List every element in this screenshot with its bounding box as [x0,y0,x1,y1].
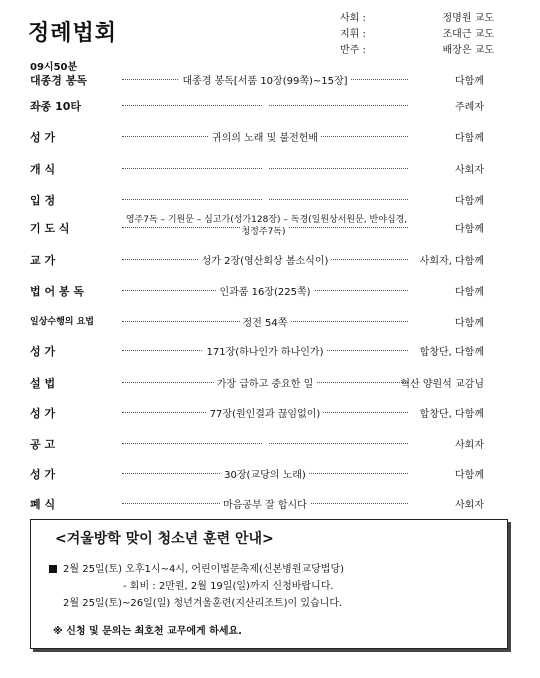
order-item-content-text: 정전 54쪽 [240,318,291,329]
order-item-label: 법 어 봉 독 [30,285,84,298]
order-item-content [122,436,408,447]
service-order-row [26,494,488,514]
order-item-content [122,214,408,238]
order-item-content [122,192,408,203]
order-item-label: 교 가 [30,254,56,267]
order-item-responsible: 사회자 [455,500,484,511]
service-order-row [26,341,488,361]
order-item-responsible: 다함께 [455,196,484,207]
service-order-row [26,127,488,147]
order-item-content [122,252,408,267]
service-order-row [26,403,488,423]
staff-role: 사회 : [340,12,366,24]
staff-name: 배장은 교도 [442,44,494,56]
order-item-content [122,466,408,481]
service-order-row [26,64,488,87]
order-item-responsible: 사회자 [455,165,484,176]
staff-list [340,8,500,56]
square-bullet-icon [49,565,57,573]
order-item-responsible: 주례자 [455,102,484,113]
order-item-content-text: 77장(원인결과 끊임없이) [207,409,324,420]
order-item-label: 성 가 [30,345,56,358]
order-item-content [122,343,408,358]
order-item-responsible: 합창단, 다함께 [419,409,484,420]
order-item-content-text: 대종경 봉독[서품 10장(99쪽)~15장] [179,76,350,87]
staff-row [340,24,500,40]
staff-role: 반주 : [340,44,366,56]
order-item-content-text: 성가 2장(영산회상 봄소식이) [199,256,332,267]
service-order-row [26,96,488,116]
order-item-content [122,161,408,172]
staff-name: 정명원 교도 [442,12,494,24]
order-item-content-text: 영주7독 – 기원문 – 심고가(성가128장) – 독경(일원상서원문, 반야심경, 청정주7독) [123,215,407,237]
order-item-responsible: 혁산 양원석 교감님 [400,379,484,390]
order-item-responsible: 다함께 [455,224,484,235]
order-item-content [122,129,408,144]
service-order-row [26,312,488,332]
page-title: 정례법회 [28,21,118,46]
order-item-content-text [262,192,268,203]
order-item-content-text: 30장(교당의 노래) [221,470,309,481]
order-item-content-text: 귀의의 노래 및 불전헌배 [209,133,321,144]
order-item-label: 폐 식 [30,498,56,511]
order-item-content-text [262,436,268,447]
order-item-content [122,283,408,298]
staff-row [340,40,500,56]
service-order-row [26,373,488,393]
notice-contact: ※ 신청 및 문의는 최호천 교무에게 하세요. [53,626,242,637]
notice-line: - 회비 : 2만원, 2월 19일(일)까지 신청바랍니다. [123,581,334,592]
order-item-responsible: 합창단, 다함께 [419,347,484,358]
order-item-content-text: 인과품 16장(225쪽) [216,287,313,298]
order-item-content [122,375,408,390]
order-item-label: 좌종 10타 [30,100,82,113]
order-item-label: 일상수행의 요법 [30,317,94,327]
order-item-label: 입 정 [30,194,56,207]
service-order-row [26,215,488,238]
service-order-row [26,434,488,454]
order-item-responsible: 다함께 [455,133,484,144]
order-item-label: 개 식 [30,163,56,176]
order-item-content [122,314,408,329]
order-item-content [122,405,408,420]
order-item-content [122,72,408,87]
service-order-row [26,159,488,179]
staff-name: 조대근 교도 [442,28,494,40]
order-item-content [122,98,408,109]
order-item-responsible: 사회자 [455,440,484,451]
notice-box [30,519,508,649]
order-item-content-text [262,161,268,172]
order-item-responsible: 다함께 [455,76,484,87]
order-item-label: 설 법 [30,377,56,390]
service-order-row [26,464,488,484]
service-order-row [26,250,488,270]
order-item-content-text: 171장(하나인가 하나인가) [203,347,326,358]
order-item-content-text: 가장 급하고 중요한 일 [214,379,316,390]
order-item-responsible: 다함께 [455,318,484,329]
order-item-label: 성 가 [30,468,56,481]
service-order-row [26,190,488,210]
order-item-label: 성 가 [30,407,56,420]
notice-line [49,560,344,575]
order-item-responsible: 사회자, 다함께 [419,256,484,267]
staff-role: 지휘 : [340,28,366,40]
notice-line-text: 2월 25일(토) 오후1시~4시, 어린이법문축제(신본병원교당법당) [63,564,345,575]
service-order-row [26,281,488,301]
order-item-label: 기 도 식 [30,222,70,235]
order-item-label: 성 가 [30,131,56,144]
order-item-responsible: 다함께 [455,470,484,481]
notice-title: <겨울방학 맞이 청소년 훈련 안내> [55,531,274,547]
staff-row [340,8,500,24]
order-item-content-text: 마음공부 잘 합시다 [220,500,310,511]
notice-line: 2월 25일(토)~26일(일) 청년겨울훈련(지산리조트)이 있습니다. [63,598,343,609]
order-item-label: 대종경 봉독 [30,74,87,87]
start-time: 09시50분 [30,62,78,73]
order-item-content [122,496,408,511]
order-item-label: 공 고 [30,438,56,451]
order-item-content-text [262,98,268,109]
order-item-responsible: 다함께 [455,287,484,298]
